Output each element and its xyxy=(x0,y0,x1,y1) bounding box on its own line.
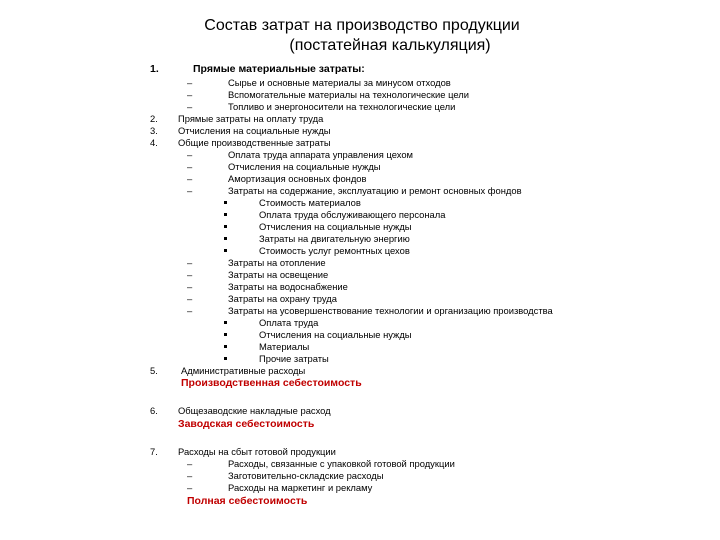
list-item: Заготовительно-складские расходы xyxy=(228,470,384,481)
list-item: Затраты на охрану труда xyxy=(228,293,337,304)
item-number: 7. xyxy=(150,446,158,457)
subtotal-production-cost: Производственная себестоимость xyxy=(181,377,362,389)
dash-marker: – xyxy=(187,269,193,280)
list-item: Прямые материальные затраты: xyxy=(193,63,365,75)
list-item: Затраты на отопление xyxy=(228,257,326,268)
list-item: Прочие затраты xyxy=(259,353,329,364)
list-item: Прямые затраты на оплату труда xyxy=(178,113,324,124)
bullet-marker xyxy=(224,237,227,240)
list-item: Материалы xyxy=(259,341,310,352)
item-number: 1. xyxy=(150,63,159,75)
dash-marker: – xyxy=(187,305,193,316)
dash-marker: – xyxy=(187,149,193,160)
item-number: 6. xyxy=(150,405,158,416)
list-item: Общезаводские накладные расход xyxy=(178,405,331,416)
list-item: Оплата труда xyxy=(259,317,319,328)
list-item: Общие производственные затраты xyxy=(178,137,331,148)
list-item: Отчисления на социальные нужды xyxy=(178,125,331,136)
list-item: Амортизация основных фондов xyxy=(228,173,367,184)
list-item: Затраты на освещение xyxy=(228,269,329,280)
dash-marker: – xyxy=(187,173,193,184)
dash-marker: – xyxy=(187,281,193,292)
list-item: Затраты на усовершенствование технологии и организацию производства xyxy=(228,305,553,316)
list-item: Топливо и энергоносители на технологические цели xyxy=(228,101,456,112)
list-item: Затраты на водоснабжение xyxy=(228,281,348,292)
dash-marker: – xyxy=(187,89,193,100)
dash-marker: – xyxy=(187,482,193,493)
list-item: Отчисления на социальные нужды xyxy=(259,329,412,340)
dash-marker: – xyxy=(187,161,193,172)
list-item: Оплата труда обслуживающего персонала xyxy=(259,209,446,220)
bullet-marker xyxy=(224,249,227,252)
dash-marker: – xyxy=(187,185,193,196)
list-item: Расходы на маркетинг и рекламу xyxy=(228,482,373,493)
list-item: Сырье и основные материалы за минусом отходов xyxy=(228,77,451,88)
item-number: 4. xyxy=(150,137,158,148)
dash-marker: – xyxy=(187,77,193,88)
bullet-marker xyxy=(224,333,227,336)
dash-marker: – xyxy=(187,101,193,112)
list-item: Оплата труда аппарата управления цехом xyxy=(228,149,413,160)
item-number: 3. xyxy=(150,125,158,136)
subtotal-factory-cost: Заводская себестоимость xyxy=(178,418,315,430)
dash-marker: – xyxy=(187,470,193,481)
item-number: 2. xyxy=(150,113,158,124)
list-item: Стоимость материалов xyxy=(259,197,361,208)
dash-marker: – xyxy=(187,257,193,268)
list-item: Расходы на сбыт готовой продукции xyxy=(178,446,336,457)
bullet-marker xyxy=(224,213,227,216)
dash-marker: – xyxy=(187,293,193,304)
title-line-1: Состав затрат на производство продукции xyxy=(204,17,520,34)
bullet-marker xyxy=(224,345,227,348)
list-item: Вспомогательные материалы на технологические цели xyxy=(228,89,469,100)
bullet-marker xyxy=(224,225,227,228)
title-line-2: (постатейная калькуляция) xyxy=(289,37,491,54)
dash-marker: – xyxy=(187,458,193,469)
list-item: Отчисления на социальные нужды xyxy=(259,221,412,232)
total-full-cost: Полная себестоимость xyxy=(187,495,308,507)
list-item: Затраты на содержание, эксплуатацию и ремонт основных фондов xyxy=(228,185,522,196)
list-item: Административные расходы xyxy=(181,365,306,376)
item-number: 5. xyxy=(150,365,158,376)
list-item: Затраты на двигательную энергию xyxy=(259,233,410,244)
bullet-marker xyxy=(224,201,227,204)
bullet-marker xyxy=(224,357,227,360)
list-item: Отчисления на социальные нужды xyxy=(228,161,381,172)
list-item: Стоимость услуг ремонтных цехов xyxy=(259,245,410,256)
list-item: Расходы, связанные с упаковкой готовой продукции xyxy=(228,458,455,469)
bullet-marker xyxy=(224,321,227,324)
